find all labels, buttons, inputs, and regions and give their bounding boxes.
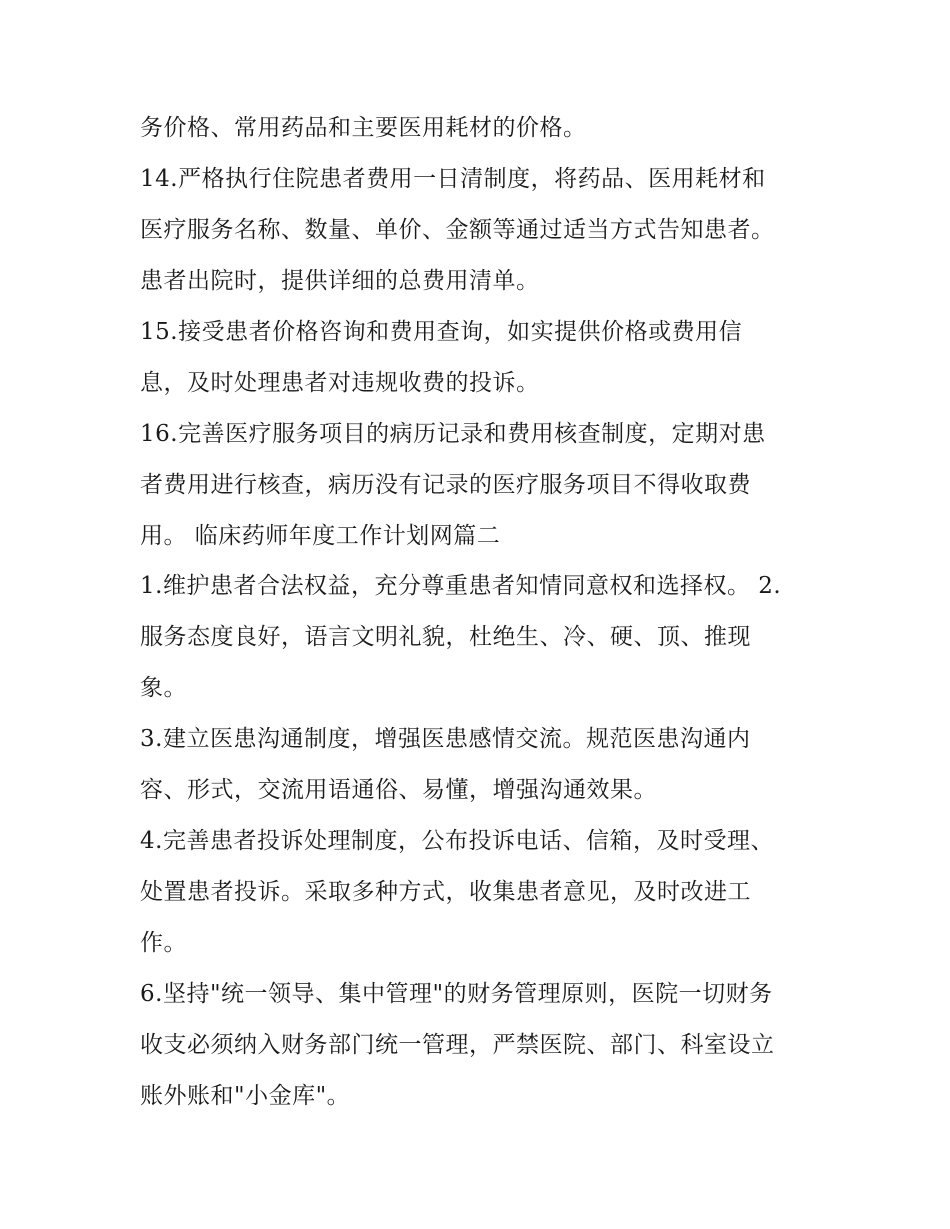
text-line: 1.维护患者合法权益，充分尊重患者知情同意权和选择权。 2.	[140, 573, 782, 599]
text-line: 账外账和"小金库"。	[140, 1083, 351, 1109]
text-line: 容、形式，交流用语通俗、易懂，增强沟通效果。	[140, 777, 657, 803]
text-line: 3.建立医患沟通制度，增强医患感情交流。规范医患沟通内	[140, 726, 751, 752]
text-line: 象。	[140, 675, 187, 701]
text-line: 收支必须纳入财务部门统一管理，严禁医院、部门、科室设立	[140, 1032, 775, 1058]
text-line: 医疗服务名称、数量、单价、金额等通过适当方式告知患者。	[140, 217, 775, 243]
text-line: 服务态度良好，语言文明礼貌，杜绝生、冷、硬、顶、推现	[140, 624, 751, 650]
text-line: 16.完善医疗服务项目的病历记录和费用核查制度，定期对患	[140, 421, 766, 447]
text-line: 务价格、常用药品和主要医用耗材的价格。	[140, 115, 587, 141]
text-line: 者费用进行核查，病历没有记录的医疗服务项目不得收取费	[140, 472, 751, 498]
text-line: 15.接受患者价格咨询和费用查询，如实提供价格或费用信	[140, 319, 743, 345]
text-line: 处置患者投诉。采取多种方式，收集患者意见，及时改进工	[140, 879, 751, 905]
text-line: 6.坚持"统一领导、集中管理"的财务管理原则，医院一切财务	[140, 981, 773, 1007]
text-line: 用。 临床药师年度工作计划网篇二	[140, 523, 501, 549]
text-line: 患者出院时，提供详细的总费用清单。	[140, 268, 540, 294]
text-line: 4.完善患者投诉处理制度，公布投诉电话、信箱，及时受理、	[140, 828, 774, 854]
text-line: 14.严格执行住院患者费用一日清制度，将药品、医用耗材和	[140, 166, 766, 192]
text-line: 作。	[140, 930, 187, 956]
text-line: 息，及时处理患者对违规收费的投诉。	[140, 370, 540, 396]
